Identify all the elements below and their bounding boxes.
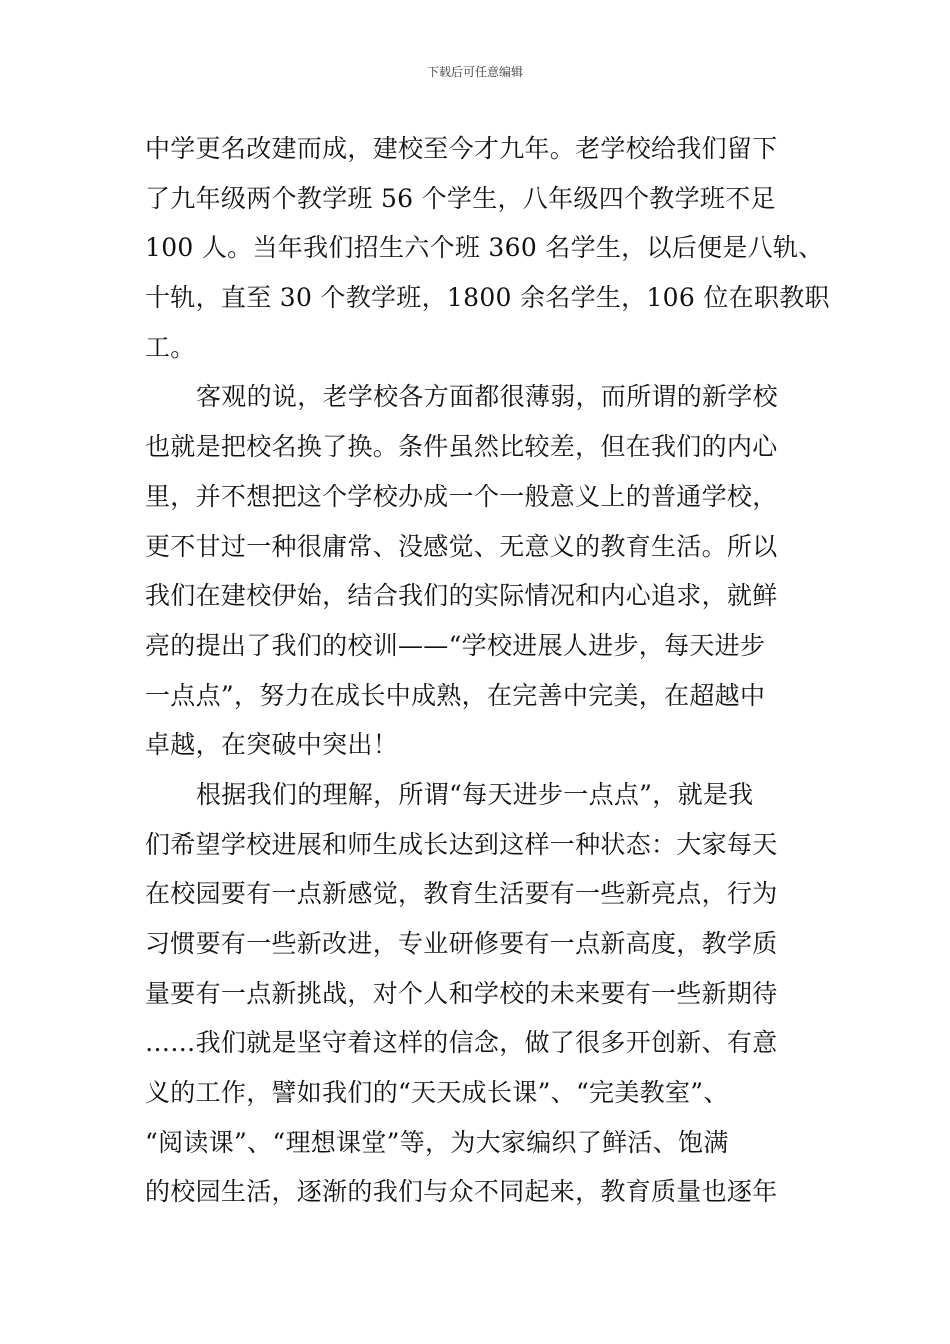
document-body	[145, 124, 830, 1217]
text-line: 亮的提出了我们的校训——“学校进展人进步，每天进步	[145, 630, 766, 660]
text-line: 们希望学校进展和师生成长达到这样一种状态：大家每天	[145, 829, 778, 859]
text-line: 更不甘过一种很庸常、没感觉、无意义的教育生活。所以	[145, 531, 778, 561]
text-line: “阅读课”、“理想课堂”等，为大家编织了鲜活、饱满	[145, 1127, 729, 1157]
text-line: ……我们就是坚守着这样的信念，做了很多开创新、有意	[145, 1028, 778, 1058]
text-line: 义的工作，譬如我们的“天天成长课”、“完美教室”、	[145, 1078, 729, 1108]
text-line: 了九年级两个教学班 56 个学生，八年级四个教学班不足	[145, 183, 776, 213]
text-line: 根据我们的理解，所谓“每天进步一点点”，就是我	[196, 779, 754, 809]
text-line: 的校园生活，逐渐的我们与众不同起来，教育质量也逐年	[145, 1177, 778, 1207]
text-line: 里，并不想把这个学校办成一个一般意义上的普通学校，	[145, 481, 778, 511]
text-line: 工。	[145, 332, 196, 362]
text-line: 也就是把校名换了换。条件虽然比较差，但在我们的内心	[145, 432, 778, 462]
text-line: 十轨，直至 30 个教学班，1800 余名学生，106 位在职教职	[145, 283, 830, 313]
text-line: 我们在建校伊始，结合我们的实际情况和内心追求，就鲜	[145, 581, 778, 611]
paragraph-2	[145, 372, 811, 770]
paragraph-3	[145, 770, 811, 1217]
text-line: 一点点”，努力在成长中成熟，在完善中完美，在超越中	[145, 680, 766, 710]
text-line: 量要有一点新挑战，对个人和学校的未来要有一些新期待	[145, 978, 778, 1008]
text-line: 卓越，在突破中突出！	[145, 730, 399, 760]
paragraph-1	[145, 124, 830, 372]
text-line: 100 人。当年我们招生六个班 360 名学生，以后便是八轨、	[145, 233, 824, 263]
page-header: 下载后可任意编辑	[426, 65, 523, 79]
text-line: 习惯要有一些新改进，专业研修要有一点新高度，教学质	[145, 929, 778, 958]
text-line: 中学更名改建而成，建校至今才九年。老学校给我们留下	[145, 134, 778, 163]
text-line: 客观的说，老学校各方面都很薄弱，而所谓的新学校	[196, 382, 778, 412]
text-line: 在校园要有一点新感觉，教育生活要有一些新亮点，行为	[145, 879, 778, 909]
